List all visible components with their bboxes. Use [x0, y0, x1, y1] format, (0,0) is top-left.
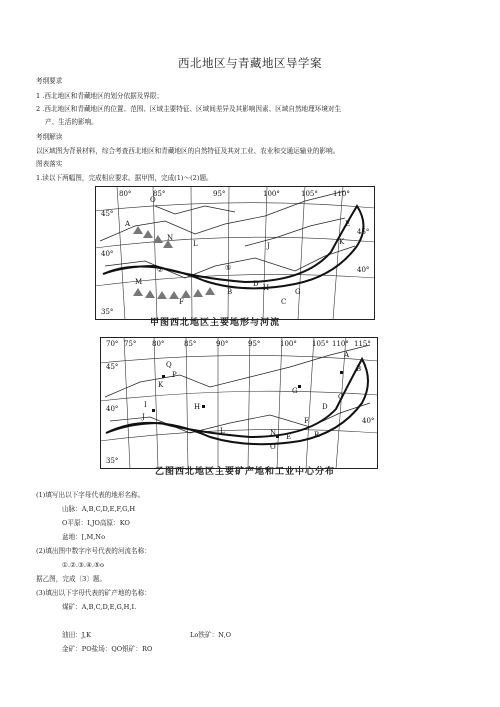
- kgyq-item-1: 1 .西北地区和青藏地区的划分依据及界限；: [36, 92, 164, 100]
- map-yi-label-h: H: [194, 403, 201, 411]
- q2-note: 据乙图，完成〔3〕题。: [36, 575, 107, 583]
- map-jia-lon-label: 95°: [213, 190, 226, 198]
- q1-shanmai: 山脉：A,B,C,D,E,F,G,H: [62, 505, 136, 513]
- map-yi-label-q: Q: [166, 361, 172, 369]
- map-jia-label-b: B: [227, 288, 233, 296]
- section-heading-kgjd: 考纲解读: [36, 133, 63, 141]
- map-yi-lat-label: 40°: [362, 417, 375, 425]
- map-jia-label-e: E: [345, 220, 351, 228]
- map-jia-lat-label: 40°: [101, 250, 114, 258]
- map-yi: [100, 337, 378, 469]
- map-yi-lon-label: 75°: [124, 340, 137, 348]
- map-yi-caption: 乙图西北地区主要矿产地和工业中心分布: [155, 467, 336, 477]
- section-heading-tbls: 图表落实: [36, 160, 63, 168]
- map-jia-label-2: ②: [157, 266, 164, 274]
- q3-iron: Lo铁矿：N,O: [190, 631, 231, 639]
- kgyq-item-2: 2 .西北地区和青藏地区的位置、范围、区域主要特征、区域间差异及其影响因素、区域自然地理环境对生: [36, 105, 342, 113]
- kgyq-item-2-cont: 产、生活的影响。: [45, 118, 98, 126]
- map-yi-label-l: L: [220, 427, 225, 435]
- q3-coal: 煤矿：A,B,C,D,E,G,H,I.: [62, 603, 137, 611]
- map-jia-lat-label: 45°: [357, 228, 370, 236]
- map-yi-lat-label: 35°: [106, 457, 119, 465]
- map-yi-lon-label: 85°: [184, 340, 197, 348]
- map-yi-lon-label: 110°: [332, 340, 349, 348]
- map-yi-lon-label: 100°: [280, 340, 297, 348]
- map-yi-lon-label: 80°: [152, 340, 165, 348]
- map-yi-label-o: O: [270, 443, 276, 451]
- map-jia-label-l: L: [193, 240, 198, 248]
- map-jia-label-j: J: [267, 242, 270, 250]
- map-yi-label-f: F: [304, 417, 309, 425]
- map-jia-lon-label: 100°: [263, 190, 280, 198]
- map-jia-label-f: F: [179, 298, 184, 306]
- question-2: (2)填出图中数字序号代表的河流名称：: [36, 547, 151, 555]
- map-jia-label-m: M: [135, 278, 143, 286]
- q3-oil: 油田：J,K: [62, 631, 92, 639]
- map-jia-lat-label: 40°: [357, 266, 370, 274]
- map-jia-label-n: N: [167, 234, 174, 242]
- map-jia-label-d: D: [253, 280, 259, 288]
- map-yi-lon-label: 70°: [106, 340, 119, 348]
- map-yi-label-c: C: [338, 393, 344, 401]
- map-yi-lat-label: 45°: [106, 363, 119, 371]
- q3-gold-salt-silver: 金矿：PO盐场：QO银矿：RO: [62, 645, 153, 653]
- map-jia: [95, 186, 375, 320]
- map-yi-lon-label: 95°: [248, 340, 261, 348]
- map-yi-label-d: D: [322, 403, 328, 411]
- map-jia-lon-label: 80°: [119, 190, 132, 198]
- map-jia-label-o: O: [150, 196, 156, 204]
- map-jia-label-k: K: [339, 238, 345, 246]
- map-jia-label-g: G: [295, 288, 301, 296]
- map-yi-label-j: J: [142, 413, 145, 421]
- map-yi-lon-label: 115°: [354, 340, 371, 348]
- q1-pingyuan-gaoyuan: O平原：I,JO高原：KO: [62, 519, 130, 527]
- map-jia-caption: 甲图西北地区主要地形与河流: [150, 318, 281, 328]
- map-yi-label-e: E: [286, 433, 292, 441]
- map-jia-label-c: C: [281, 298, 287, 306]
- map-yi-label-b: B: [356, 365, 362, 373]
- map-yi-label-i: I: [144, 401, 147, 409]
- map-jia-label-5: ⑤: [225, 264, 232, 272]
- map-yi-label-n: N: [270, 429, 277, 437]
- q1-pendi: 盆地：[,M,No: [62, 533, 106, 541]
- question-3: (3)填出以下字母代表的矿产地的名称：: [36, 589, 151, 597]
- section-heading-kgyq: 考纲要求: [36, 77, 63, 85]
- map-yi-lon-label: 105°: [312, 340, 329, 348]
- page-title: 西北地区与青藏地区导学案: [178, 56, 322, 70]
- kgjd-text: 以区域图为背景材料，综合考查西北地区和青藏地区的自然特征及其对工业、农业和交通运输业的影响。: [36, 147, 340, 155]
- map-yi-label-a: A: [344, 351, 350, 359]
- map-jia-lon-label: 85°: [153, 190, 166, 198]
- map-jia-lat-label: 45°: [101, 210, 114, 218]
- map-yi-label-p: P: [172, 371, 177, 379]
- map-jia-lon-label: 105°: [301, 190, 318, 198]
- question-1: (1)填写出以下字母代表的地形名称。: [36, 491, 145, 499]
- map-yi-label-k: K: [158, 381, 164, 389]
- q2-rivers: ①.②.③.④.⑤o: [62, 561, 104, 569]
- map-yi-label-r: R: [314, 431, 320, 439]
- map-jia-lon-label: 110°: [333, 190, 350, 198]
- map-yi-label-g: G: [292, 387, 298, 395]
- map-jia-lat-label: 35°: [101, 308, 114, 316]
- map-yi-lon-label: 90°: [216, 340, 229, 348]
- question-intro: 1.读以下两幅图，完成相应要求。据甲图，完成(1)～(2)题。: [36, 174, 213, 182]
- map-jia-label-a: A: [125, 220, 131, 228]
- map-jia-label-h: H: [263, 284, 270, 292]
- map-yi-lat-label: 40°: [106, 405, 119, 413]
